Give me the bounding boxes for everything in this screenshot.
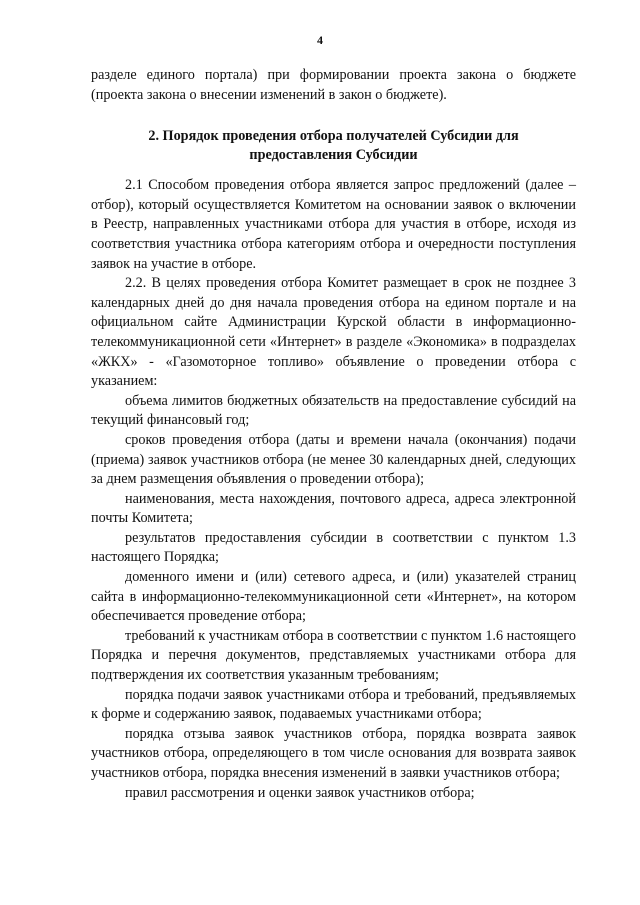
paragraph-continuation: разделе единого портала) при формировании проекта закона о бюджете (проекта закона о внесении изменений в закон о бюджете).: [91, 67, 576, 103]
page-number: 4: [317, 33, 323, 47]
document-body: [91, 66, 576, 803]
list-item-selection-dates: сроков проведения отбора (даты и времени начала (окончания) подачи (приема) заявок участников отбора (не менее 30 календарных дней, следующих за днем размещения объявления о проведении отбора);: [91, 431, 576, 488]
section-heading: [91, 127, 576, 165]
list-item-participant-requirements: требований к участникам отбора в соответствии с пунктом 1.6 настоящего Порядка и перечня документов, представляемых участниками отбора для подтверждения их соответствия указанным требованиям;: [91, 627, 576, 684]
list-item-subsidy-results: результатов предоставления субсидии в соответствии с пунктом 1.3 настоящего Порядка;: [91, 529, 576, 566]
list-item-evaluation-rules: правил рассмотрения и оценки заявок участников отбора;: [125, 784, 475, 801]
section-heading-line-1: 2. Порядок проведения отбора получателей Субсидии для: [148, 128, 519, 145]
list-item-application-procedure: порядка подачи заявок участниками отбора и требований, предъявляемых к форме и содержанию заявок, подаваемых участниками отбора;: [91, 686, 576, 723]
list-item-budget-limits: объема лимитов бюджетных обязательств на предоставление субсидий на текущий финансовый год;: [91, 392, 576, 429]
list-item-withdrawal-procedure: порядка отзыва заявок участников отбора, порядка возврата заявок участников отбора, определяющего в том числе основания для возврата заявок участников отбора, порядка внесения изменений в заявки участников отбора;: [91, 725, 576, 781]
list-item-domain-name: доменного имени и (или) сетевого адреса, и (или) указателей страниц сайта в информационно-телекоммуникационной сети «Интернет», на котором обеспечивается проведение отбора;: [91, 569, 576, 625]
list-item-committee-contacts: наименования, места нахождения, почтового адреса, адреса электронной почты Комитета;: [91, 490, 576, 527]
section-heading-line-2: предоставления Субсидии: [249, 147, 418, 164]
paragraph-2-1: 2.1 Способом проведения отбора является запрос предложений (далее – отбор), который осуществляется Комитетом на основании заявок о включении в Реестр, направленных участниками отбора для участия в отборе, исходя из соответствия участника отбора категориям отбора и очередности поступления заявок на участие в отборе.: [91, 177, 576, 272]
paragraph-2-2: 2.2. В целях проведения отбора Комитет размещает в срок не позднее 3 календарных дней до дня начала проведения отбора на едином портале и на официальном сайте Администрации Курской области в информационно-телекоммуникационной сети «Интернет» в разделе «Экономика» в подразделах «ЖКХ» - «Газомоторное топливо» объявление о проведении отбора с указанием:: [91, 275, 576, 390]
